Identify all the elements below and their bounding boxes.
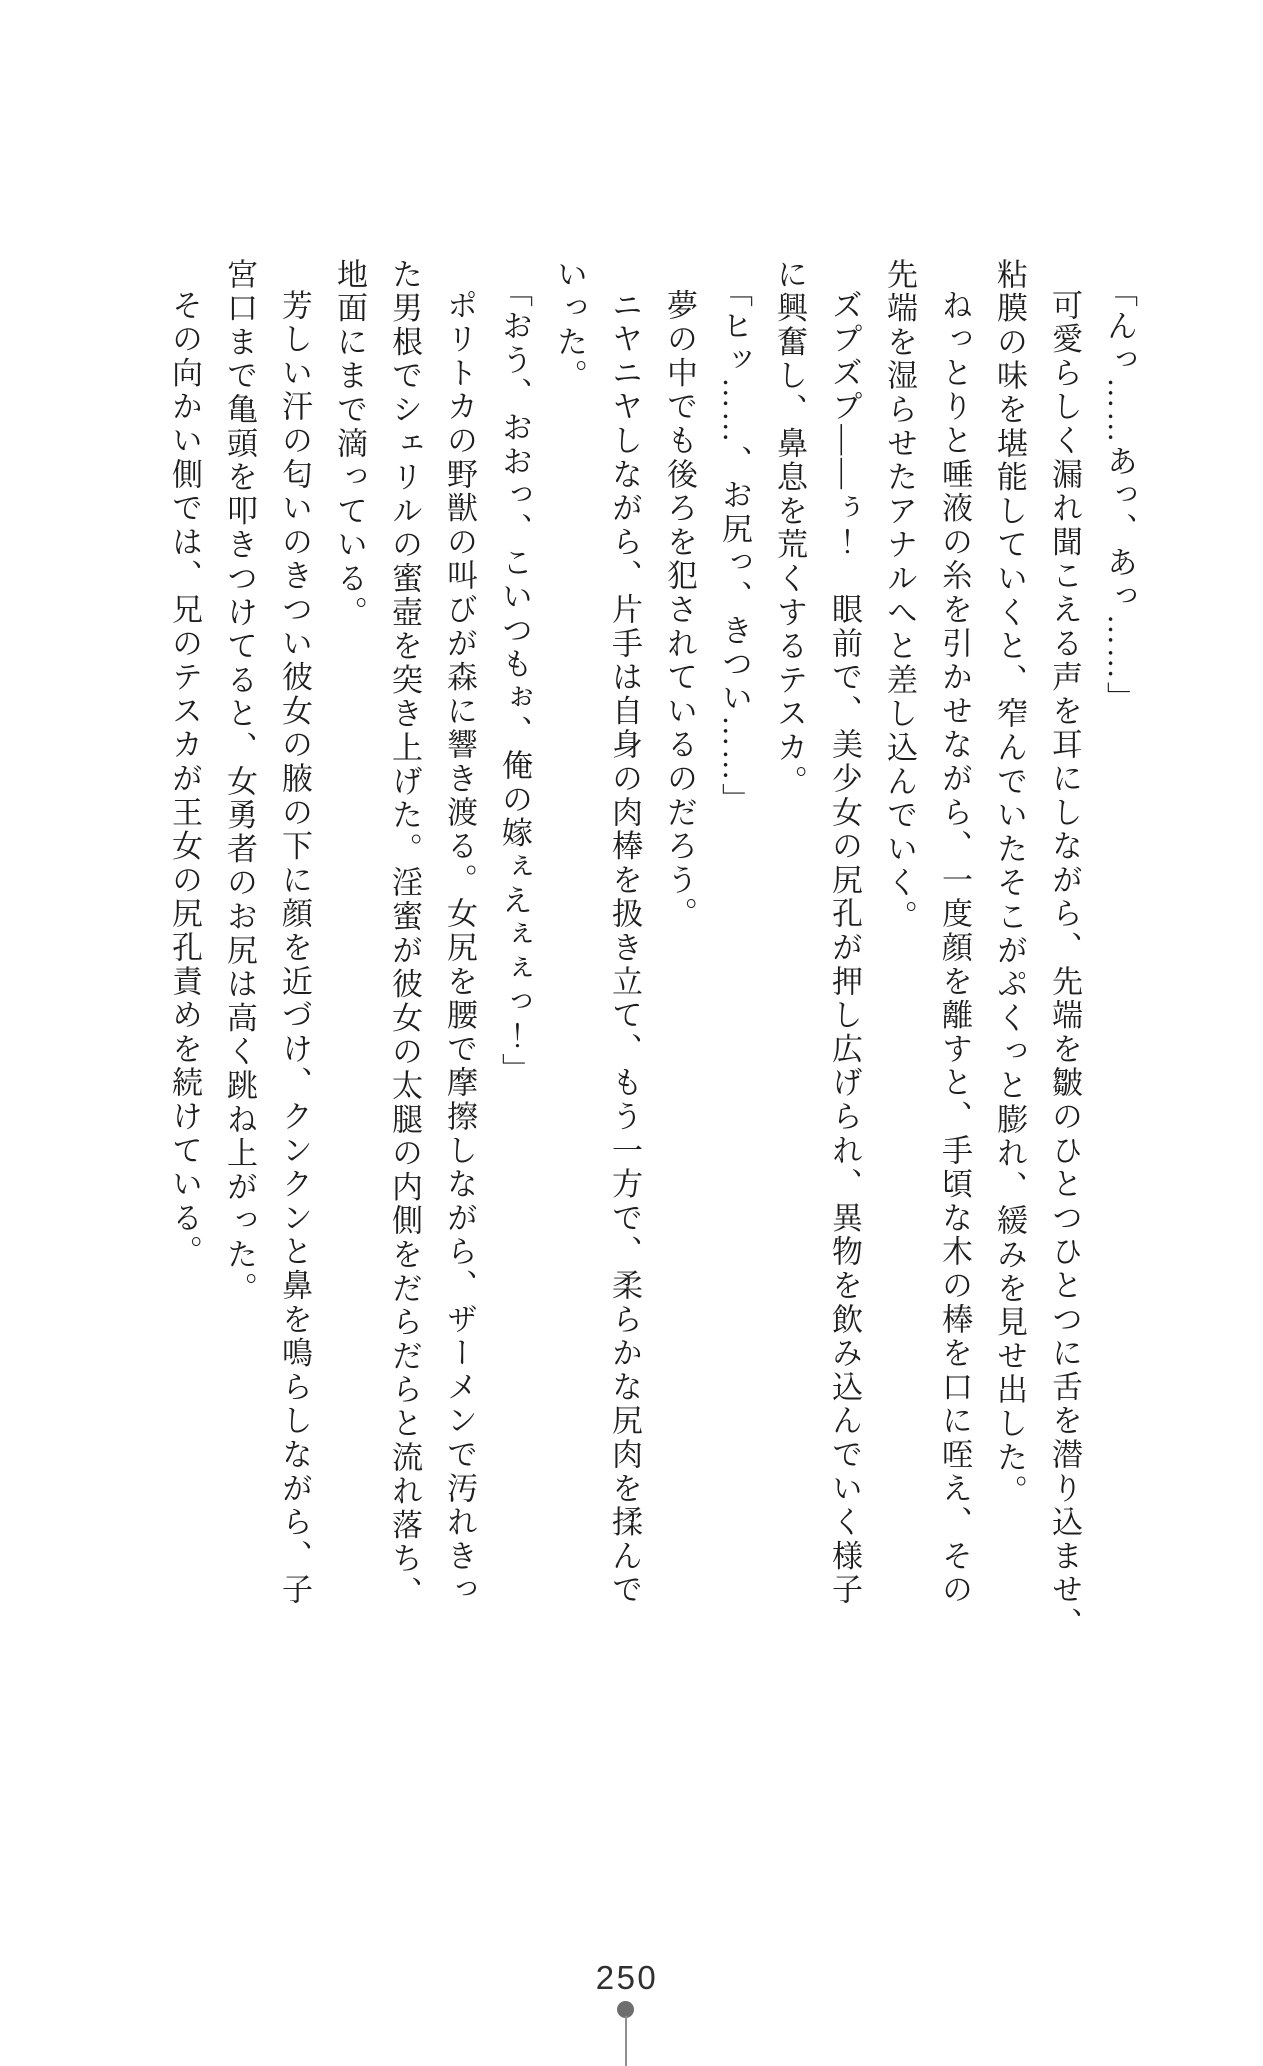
- text-line: ズプズプ――ぅ！ 眼前で、美少女の尻孔が押し広げられ、異物を飲み込んでいく様子: [827, 289, 862, 1608]
- page-number: 250: [595, 1959, 659, 1996]
- text-line: に興奮し、鼻息を荒くするテスカ。: [772, 258, 807, 799]
- text-line: た男根でシェリルの蜜壺を突き上げた。淫蜜が彼女の太腿の内側をだらだらと流れ落ち、: [387, 258, 422, 1610]
- text-line: その向かい側では、兄のテスカが王女の尻孔責めを続けている。: [167, 289, 202, 1270]
- text-line: 夢の中でも後ろを犯されているのだろう。: [662, 289, 697, 932]
- text-line: 地面にまで滴っている。: [332, 258, 367, 630]
- text-line: ポリトカの野獣の叫びが森に響き渡る。女尻を腰で摩擦しながら、ザーメンで汚れきっ: [442, 289, 477, 1608]
- text-line: 可愛らしく漏れ聞こえる声を耳にしながら、先端を皺のひとつひとつに舌を潜り込ませ、: [1047, 289, 1082, 1641]
- text-line: 「ヒッ……、お尻っ、きつい……」: [717, 276, 752, 817]
- text-line: 「おう、おおっ、こいつもぉ、俺の嫁ぇえぇぇっ！」: [497, 276, 532, 1088]
- text-line: 芳しい汗の匂いのきつい彼女の腋の下に顔を近づけ、クンクンと鼻を鳴らしながら、子: [277, 289, 312, 1608]
- vertical-text-block: [157, 258, 1147, 1658]
- text-line: いった。: [552, 258, 587, 394]
- text-line: 「んっ……あっ、あっ……」: [1102, 276, 1137, 716]
- text-line: ねっとりと唾液の糸を引かせながら、一度顔を離すと、手頃な木の棒を口に咥え、その: [937, 289, 972, 1608]
- footer-stem-line: [625, 2016, 627, 2066]
- text-line: 粘膜の味を堪能していくと、窄んでいたそこがぷくっと膨れ、緩みを見せ出した。: [992, 258, 1027, 1509]
- text-line: 先端を湿らせたアナルへと差し込んでいく。: [882, 258, 917, 934]
- text-line: ニヤニヤしながら、片手は自身の肉棒を扱き立て、もう一方で、柔らかな尻肉を揉んで: [607, 289, 642, 1608]
- text-line: 宮口まで亀頭を叩きつけてると、女勇者のお尻は高く跳ね上がった。: [222, 258, 257, 1306]
